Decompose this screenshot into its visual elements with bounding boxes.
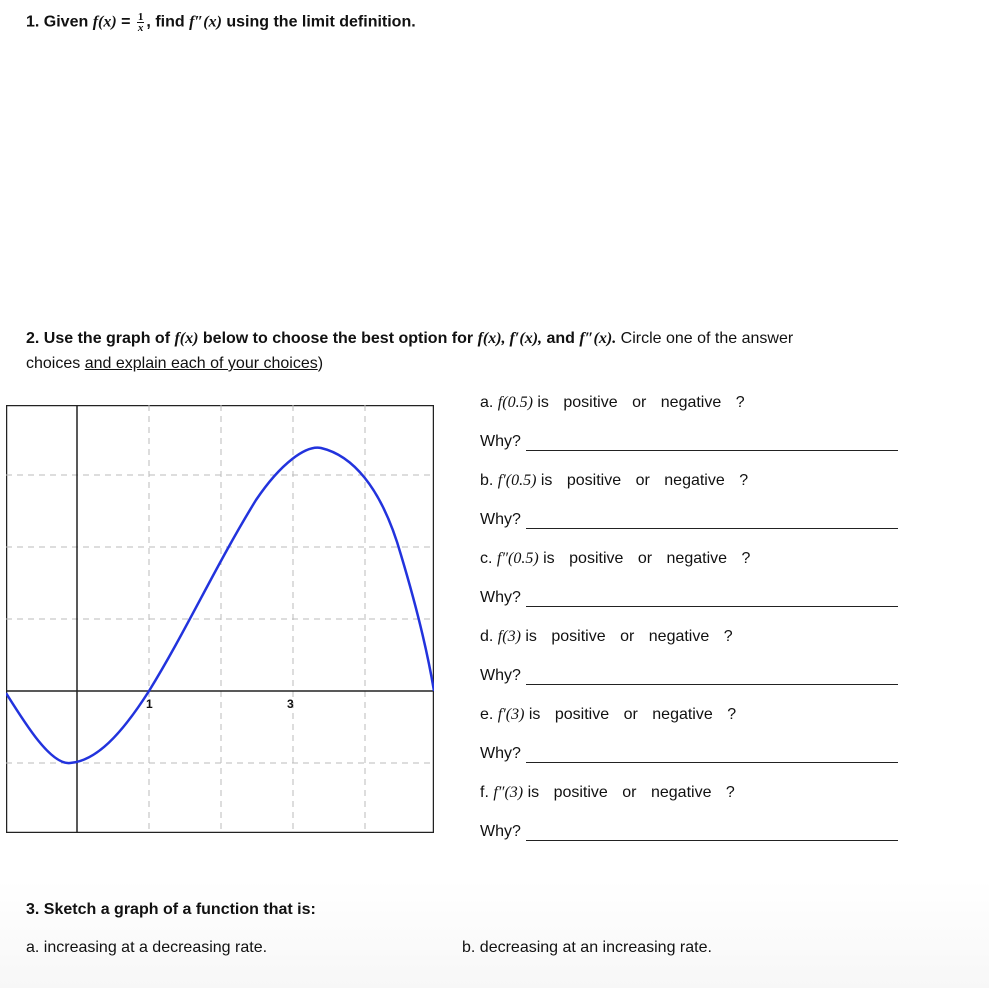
q1-fraction-numerator: 1 — [137, 11, 144, 23]
q1-function: f(x) — [92, 13, 117, 31]
item-d-is: is — [525, 628, 537, 645]
why-d-label: Why? — [480, 667, 521, 684]
item-e-negative[interactable]: negative — [652, 706, 713, 723]
q2-second-derivative: f″(x). — [579, 330, 617, 347]
q1-mid: , find — [146, 13, 190, 31]
item-e-positive[interactable]: positive — [554, 706, 610, 723]
item-d-expr: f(3) — [497, 628, 521, 645]
item-b-is: is — [540, 472, 553, 489]
item-b-letter: b. — [480, 472, 494, 489]
function-graph — [6, 405, 434, 833]
tick-label-1: 1 — [146, 697, 153, 711]
question-2-line1 — [26, 330, 793, 348]
item-e-is: is — [528, 706, 541, 723]
tick-label-3: 3 — [287, 697, 294, 711]
q1-equals: = — [116, 13, 135, 31]
item-f-negative[interactable]: negative — [650, 784, 712, 801]
q2-functions: f(x), f′(x), — [477, 330, 543, 347]
item-b-or: or — [635, 472, 650, 489]
item-c-negative[interactable]: negative — [666, 550, 728, 567]
item-c-positive[interactable]: positive — [569, 550, 624, 567]
item-e-letter: e. — [480, 706, 494, 723]
item-f-letter: f. — [480, 784, 489, 801]
q1-fraction-denominator: x — [137, 22, 144, 34]
item-c-expr: f″(0.5) — [496, 550, 539, 567]
why-f-answer-line[interactable] — [526, 840, 898, 841]
item-b-question-mark: ? — [739, 472, 749, 489]
item-d-positive[interactable]: positive — [551, 628, 606, 645]
why-f-label: Why? — [480, 823, 521, 840]
item-f-or: or — [622, 784, 637, 801]
item-d-negative[interactable]: negative — [648, 628, 710, 645]
q1-suffix: using the limit definition. — [221, 13, 416, 31]
item-c-is: is — [543, 550, 555, 567]
question-3b: b. decreasing at an increasing rate. — [462, 939, 712, 956]
why-b-label: Why? — [480, 511, 521, 528]
q1-fraction — [137, 12, 145, 33]
bottom-shade — [0, 880, 989, 988]
question-3a: a. increasing at a decreasing rate. — [26, 939, 268, 956]
item-b-expr: f′(0.5) — [497, 472, 537, 489]
question-1 — [26, 12, 416, 33]
item-d-question-mark: ? — [723, 628, 733, 645]
question-2-line2 — [26, 355, 323, 373]
item-d-or: or — [620, 628, 635, 645]
item-a-positive[interactable]: positive — [563, 394, 618, 411]
q2-choices: choices — [26, 355, 85, 372]
item-a-negative[interactable]: negative — [660, 394, 722, 411]
why-a-label: Why? — [480, 433, 521, 450]
item-a-is: is — [537, 394, 549, 411]
item-e-question-mark: ? — [727, 706, 737, 723]
item-d-letter: d. — [480, 628, 494, 645]
item-e-or: or — [623, 706, 638, 723]
item-a-or: or — [632, 394, 647, 411]
item-f-expr: f″(3) — [493, 784, 524, 801]
item-a — [480, 394, 745, 412]
q2-paren: ) — [317, 355, 324, 372]
item-c-question-mark: ? — [741, 550, 751, 567]
item-c — [480, 550, 750, 568]
item-f-positive[interactable]: positive — [553, 784, 608, 801]
q1-second-derivative: f″(x) — [189, 13, 222, 31]
why-e-answer-line[interactable] — [526, 762, 898, 763]
q1-prefix: 1. Given — [26, 13, 93, 31]
why-b-answer-line[interactable] — [526, 528, 898, 529]
question-3-title: 3. Sketch a graph of a function that is: — [26, 901, 316, 918]
item-a-letter: a. — [480, 394, 494, 411]
item-c-letter: c. — [480, 550, 493, 567]
item-c-or: or — [637, 550, 653, 567]
q2-mid: below to choose the best option for — [198, 330, 478, 347]
item-b-negative[interactable]: negative — [664, 472, 725, 489]
q2-instruction: Circle one of the answer — [616, 330, 794, 347]
q2-function: f(x) — [174, 330, 199, 347]
item-e — [480, 706, 736, 724]
item-d — [480, 628, 733, 646]
why-c-label: Why? — [480, 589, 521, 606]
item-a-expr: f(0.5) — [497, 394, 533, 411]
item-b-positive[interactable]: positive — [566, 472, 622, 489]
q2-prefix: 2. Use the graph of — [26, 330, 175, 347]
item-f-question-mark: ? — [725, 784, 735, 801]
why-a-answer-line[interactable] — [526, 450, 898, 451]
why-c-answer-line[interactable] — [526, 606, 898, 607]
item-a-question-mark: ? — [735, 394, 745, 411]
item-f — [480, 784, 735, 802]
why-e-label: Why? — [480, 745, 521, 762]
item-f-is: is — [527, 784, 540, 801]
q2-explain: and explain each of your choices — [84, 355, 318, 372]
why-d-answer-line[interactable] — [526, 684, 898, 685]
item-b — [480, 472, 748, 490]
item-e-expr: f′(3) — [497, 706, 525, 723]
q2-and: and — [542, 330, 580, 347]
